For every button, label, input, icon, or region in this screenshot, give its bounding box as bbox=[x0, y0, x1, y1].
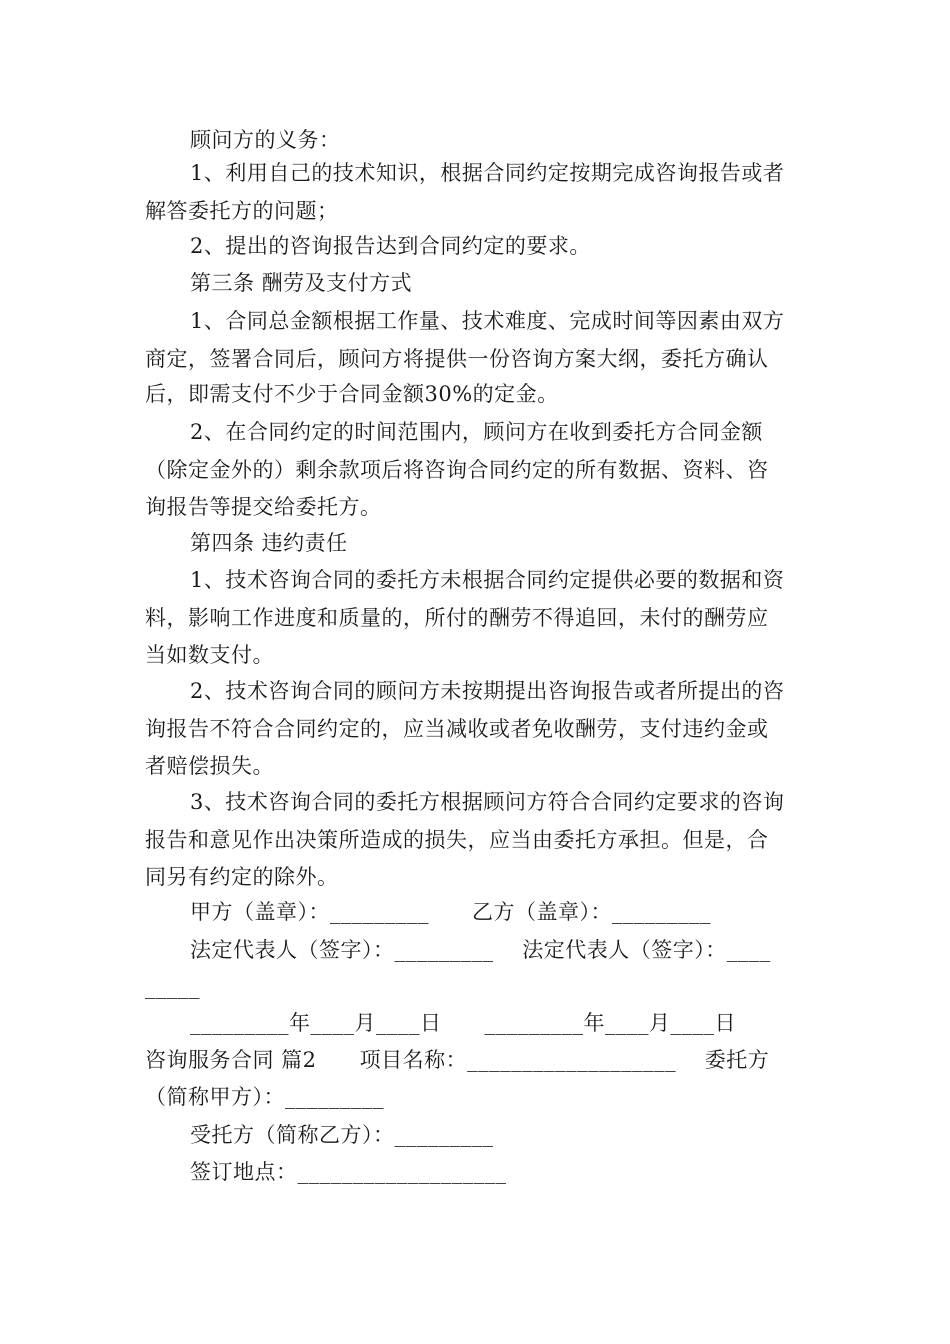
paragraph-line: 料，影响工作进度和质量的，所付的酬劳不得追回，未付的酬劳应 bbox=[145, 606, 769, 630]
paragraph-line: 商定，签署合同后，顾问方将提供一份咨询方案大纲，委托方确认 bbox=[145, 347, 769, 371]
date-line: _________年____月____日 _________年____月____日 bbox=[190, 1011, 737, 1035]
signature-blank-continuation: _____ bbox=[145, 975, 200, 999]
paragraph-line: （除定金外的）剩余款项后将咨询合同约定的所有数据、资料、咨 bbox=[145, 458, 769, 482]
heading-consultant-duties: 顾问方的义务： bbox=[190, 128, 341, 152]
paragraph-line: 2、在合同约定的时间范围内，顾问方在收到委托方合同金额 bbox=[190, 420, 763, 444]
client-blank-line: （简称甲方）：_________ bbox=[145, 1085, 384, 1109]
article-heading-3: 第三条 酬劳及支付方式 bbox=[190, 271, 413, 295]
contractor-blank-line: 受托方（简称乙方）：_________ bbox=[190, 1123, 494, 1147]
paragraph-line: 询报告不符合合同约定的，应当减收或者免收酬劳，支付违约金或 bbox=[145, 717, 769, 741]
paragraph-line: 报告和意见作出决策所造成的损失，应当由委托方承担。但是，合 bbox=[145, 828, 769, 852]
paragraph-line: 当如数支付。 bbox=[145, 643, 274, 667]
legal-representative-line: 法定代表人（签字）：_________ 法定代表人（签字）：____ bbox=[190, 938, 771, 962]
party-seal-line: 甲方（盖章）：_________ 乙方（盖章）：_________ bbox=[190, 900, 712, 924]
paragraph-line: 1、技术咨询合同的委托方未根据合同约定提供必要的数据和资 bbox=[190, 568, 785, 592]
contract-section-header: 咨询服务合同 篇2 项目名称：___________________ 委托方 bbox=[145, 1048, 770, 1072]
paragraph-line: 询报告等提交给委托方。 bbox=[145, 495, 382, 519]
paragraph-line: 3、技术咨询合同的委托方根据顾问方符合合同约定要求的咨询 bbox=[190, 790, 785, 814]
paragraph-line: 者赔偿损失。 bbox=[145, 754, 274, 778]
paragraph-line: 1、利用自己的技术知识，根据合同约定按期完成咨询报告或者 bbox=[190, 161, 785, 185]
paragraph-line: 同另有约定的除外。 bbox=[145, 865, 339, 889]
article-heading-4: 第四条 违约责任 bbox=[190, 531, 348, 555]
paragraph-line: 解答委托方的问题； bbox=[145, 199, 339, 223]
signing-location-line: 签订地点：___________________ bbox=[190, 1160, 507, 1184]
paragraph-line: 2、提出的咨询报告达到合同约定的要求。 bbox=[190, 234, 591, 258]
paragraph-line: 1、合同总金额根据工作量、技术难度、完成时间等因素由双方 bbox=[190, 309, 785, 333]
paragraph-line: 后，即需支付不少于合同金额30%的定金。 bbox=[145, 382, 559, 406]
paragraph-line: 2、技术咨询合同的顾问方未按期提出咨询报告或者所提出的咨 bbox=[190, 679, 785, 703]
